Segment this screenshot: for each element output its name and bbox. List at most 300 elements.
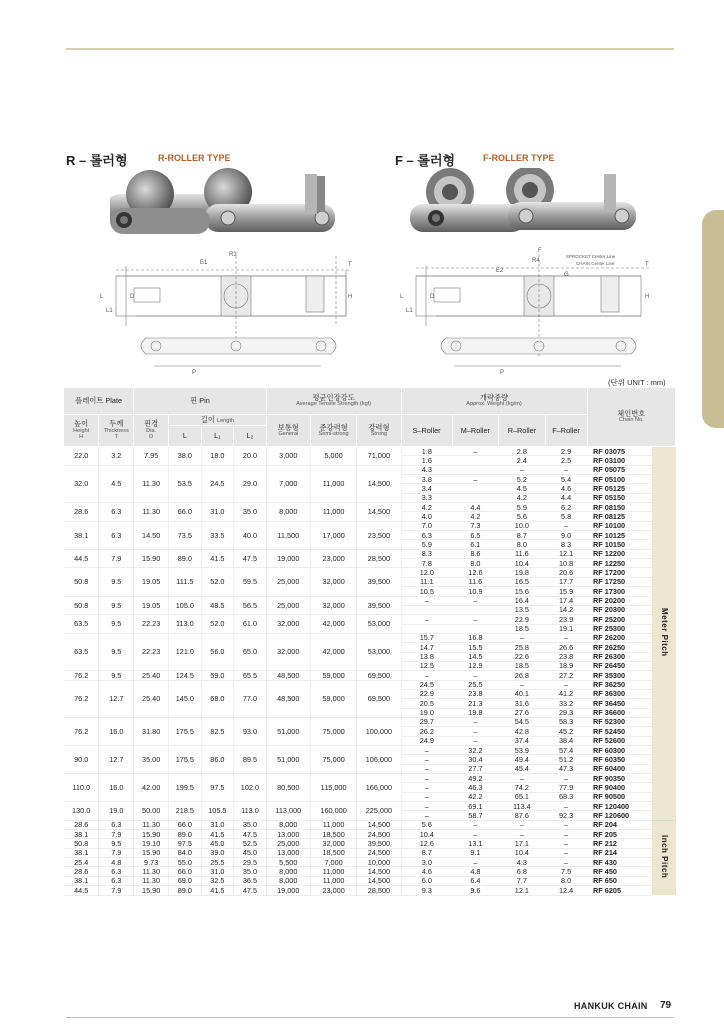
weight-cell (452, 456, 498, 465)
dim-cell: 16.0 (99, 774, 134, 802)
chain-no-cell: RF 25200 (587, 615, 652, 624)
chain-no-cell: RF 20200 (587, 596, 652, 605)
weight-cell: 7.3 (452, 521, 498, 530)
chain-no-cell: RF 10100 (587, 521, 652, 530)
dim-cell: 32,000 (266, 633, 310, 670)
weight-cell: 54.5 (499, 717, 545, 726)
table-row (64, 615, 676, 624)
dim-cell: 19.0 (99, 802, 134, 821)
th-l2: L₂ (234, 426, 267, 447)
weight-cell: 8.0 (499, 540, 545, 549)
unit-label: (단위 UNIT : mm) (608, 378, 666, 387)
chain-no-cell: RF 204 (587, 820, 652, 829)
chain-no-cell: RF 52600 (587, 736, 652, 745)
dim-cell: 25,000 (266, 596, 310, 615)
dim-cell: 6.3 (99, 503, 134, 522)
label-g: G (564, 272, 569, 278)
weight-cell: 18.9 (545, 661, 587, 670)
chain-no-cell: RF 60300 (587, 746, 652, 755)
dim-cell: 5,000 (310, 447, 356, 466)
label-t-f: T (645, 262, 649, 268)
chain-no-cell: RF 52450 (587, 727, 652, 736)
weight-cell: 17.4 (545, 596, 587, 605)
weight-cell: 6.2 (545, 503, 587, 512)
weight-cell: 5.9 (499, 503, 545, 512)
weight-cell: – (499, 680, 545, 689)
dim-cell: 89.0 (169, 830, 202, 839)
dim-cell: 199.5 (169, 774, 202, 802)
dim-cell: 14,500 (357, 465, 401, 502)
weight-cell: 22.9 (401, 689, 452, 698)
dim-cell: 9.5 (99, 615, 134, 634)
dim-cell: 105.0 (169, 596, 202, 615)
weight-cell: – (452, 820, 498, 829)
dim-cell: 20.0 (234, 447, 267, 466)
weight-cell: 4.2 (452, 512, 498, 521)
weight-cell: 22.9 (499, 615, 545, 624)
dim-cell: 12.7 (99, 746, 134, 774)
dim-cell: 39.0 (201, 848, 234, 857)
chain-no-cell: RF 90400 (587, 783, 652, 792)
dim-cell: 15.90 (134, 848, 169, 857)
dim-cell: 31.0 (201, 503, 234, 522)
table-row (64, 802, 676, 811)
dim-cell: 10,000 (357, 858, 401, 867)
dim-cell: 7.9 (99, 848, 134, 857)
weight-cell: 24.5 (401, 680, 452, 689)
dim-cell: 41.5 (201, 886, 234, 895)
dim-cell: 69.0 (169, 876, 202, 885)
dim-cell: 9.5 (99, 671, 134, 680)
dim-cell: 39,500 (357, 596, 401, 615)
chain-no-cell: RF 05150 (587, 493, 652, 502)
weight-cell: 5.4 (545, 475, 587, 484)
r-roller-drawing (96, 246, 356, 376)
label-d-f: D (430, 294, 435, 300)
label-l: L (100, 294, 104, 300)
r-roller-chain-photo (110, 168, 350, 242)
dim-cell: 86.0 (201, 746, 234, 774)
th-froller: F–Roller (545, 415, 587, 447)
dim-cell: 65.0 (234, 633, 267, 670)
weight-cell: 45.2 (545, 727, 587, 736)
dim-cell: 15.90 (134, 549, 169, 568)
f-roller-chain-photo (408, 168, 648, 242)
weight-cell: 19.8 (499, 568, 545, 577)
weight-cell: 27.2 (545, 671, 587, 680)
dim-cell: 68.0 (201, 680, 234, 717)
weight-cell: 113.4 (499, 802, 545, 811)
weight-cell: 6.4 (452, 876, 498, 885)
inch-pitch-label: Inch Pitch (652, 820, 675, 895)
weight-cell: 29.3 (545, 708, 587, 717)
weight-cell: 7.7 (499, 876, 545, 885)
top-rule (66, 48, 674, 50)
th-general: 보통형 General (266, 415, 310, 447)
weight-cell: – (545, 774, 587, 783)
dim-cell: 22.23 (134, 633, 169, 670)
dim-cell: 28.6 (64, 503, 99, 522)
weight-cell: – (401, 783, 452, 792)
weight-cell: 8.7 (401, 848, 452, 857)
chain-no-cell: RF 120400 (587, 802, 652, 811)
weight-cell: – (545, 802, 587, 811)
dim-cell: 22.0 (64, 447, 99, 466)
weight-cell: 14.7 (401, 643, 452, 652)
dim-cell: 31.0 (201, 867, 234, 876)
dim-cell: 38.1 (64, 876, 99, 885)
table-row (64, 503, 676, 512)
weight-cell: – (401, 764, 452, 773)
dim-cell: 90.0 (64, 746, 99, 774)
weight-cell: 22.6 (499, 652, 545, 661)
weight-cell: – (545, 633, 587, 642)
table-row (64, 820, 676, 829)
dim-cell: 8,000 (266, 867, 310, 876)
dim-cell: 59,000 (310, 680, 356, 717)
dim-cell: 77.0 (234, 680, 267, 717)
table-row (64, 774, 676, 783)
weight-cell: 10.4 (499, 559, 545, 568)
dim-cell: 32,000 (266, 615, 310, 634)
dim-cell: 55.0 (169, 858, 202, 867)
dim-cell: 89.0 (169, 549, 202, 568)
dim-cell: 84.0 (169, 848, 202, 857)
weight-cell: 23.8 (545, 652, 587, 661)
dim-cell: 23,500 (357, 521, 401, 549)
weight-cell: 23.9 (545, 615, 587, 624)
dim-cell: 19.05 (134, 568, 169, 596)
weight-cell: 58.7 (452, 811, 498, 820)
dim-cell: 5,500 (266, 858, 310, 867)
dim-cell: 7,000 (310, 858, 356, 867)
weight-cell: 18.5 (499, 624, 545, 633)
chain-no-cell: RF 6205 (587, 886, 652, 895)
table-row (64, 633, 676, 642)
chain-no-cell: RF 03075 (587, 447, 652, 456)
weight-cell: 12.6 (452, 568, 498, 577)
dim-cell: 225,000 (357, 802, 401, 821)
meter-pitch-label: Meter Pitch (652, 447, 675, 821)
weight-cell: – (545, 521, 587, 530)
dim-cell: 69,500 (357, 671, 401, 680)
dim-cell: 80,500 (266, 774, 310, 802)
weight-cell: – (401, 746, 452, 755)
weight-cell: 13.5 (499, 605, 545, 614)
weight-cell: – (452, 830, 498, 839)
dim-cell: 15.90 (134, 830, 169, 839)
weight-cell (452, 605, 498, 614)
dim-cell: 38.1 (64, 848, 99, 857)
dim-cell: 32,000 (310, 596, 356, 615)
dim-cell: 23,000 (310, 886, 356, 895)
weight-cell: 4.2 (401, 503, 452, 512)
dim-cell: 53.5 (169, 465, 202, 502)
dim-cell: 18.0 (201, 447, 234, 466)
footer-rule (66, 1017, 674, 1018)
dim-cell: 82.5 (201, 717, 234, 745)
chain-no-cell: RF 120600 (587, 811, 652, 820)
weight-cell: 23.8 (452, 689, 498, 698)
label-l1: L1 (106, 308, 113, 314)
dim-cell: 11,000 (310, 503, 356, 522)
dim-cell: 42,000 (310, 615, 356, 634)
dim-cell: 41.5 (201, 830, 234, 839)
weight-cell: – (401, 802, 452, 811)
dim-cell: 35.0 (234, 820, 267, 829)
weight-cell: 11.6 (452, 577, 498, 586)
weight-cell: 51.2 (545, 755, 587, 764)
dim-cell: 76.2 (64, 680, 99, 717)
weight-cell: 74.2 (499, 783, 545, 792)
table-row (64, 886, 676, 895)
weight-cell (452, 465, 498, 474)
weight-cell: – (452, 671, 498, 680)
weight-cell: 27.6 (499, 708, 545, 717)
weight-cell: 16.4 (499, 596, 545, 605)
chain-no-cell: RF 450 (587, 867, 652, 876)
weight-cell: 26.8 (499, 671, 545, 680)
dim-cell: 28.6 (64, 820, 99, 829)
label-l-f: L (400, 294, 404, 300)
weight-cell: 8.0 (545, 876, 587, 885)
weight-cell: 10.4 (499, 848, 545, 857)
weight-cell: 8.3 (545, 540, 587, 549)
weight-cell: 1.6 (401, 456, 452, 465)
weight-cell: – (401, 596, 452, 605)
f-roller-subtitle: F-ROLLER TYPE (483, 153, 555, 163)
dim-cell: 35.0 (234, 503, 267, 522)
dim-cell: 124.5 (169, 671, 202, 680)
dim-cell: 11.30 (134, 465, 169, 502)
dim-cell: 11,000 (310, 867, 356, 876)
weight-cell: 18.5 (499, 661, 545, 670)
weight-cell: 21.3 (452, 699, 498, 708)
dim-cell: 113.0 (234, 802, 267, 821)
dim-cell: 32,000 (310, 839, 356, 848)
th-mroller: M–Roller (452, 415, 498, 447)
dim-cell: 32,000 (310, 568, 356, 596)
chain-no-cell: RF 36300 (587, 689, 652, 698)
dim-cell: 7.95 (134, 447, 169, 466)
dim-cell: 25,000 (266, 839, 310, 848)
weight-cell: 42.8 (499, 727, 545, 736)
table-row (64, 830, 676, 839)
dim-cell: 6.3 (99, 867, 134, 876)
chain-no-cell: RF 17250 (587, 577, 652, 586)
dim-cell: 14,500 (357, 503, 401, 522)
dim-cell: 48,500 (266, 671, 310, 680)
dim-cell: 11,000 (310, 876, 356, 885)
weight-cell: 26.2 (401, 727, 452, 736)
dim-cell: 7,000 (266, 465, 310, 502)
dim-cell: 11.30 (134, 876, 169, 885)
weight-cell: 4.3 (401, 465, 452, 474)
chain-no-cell: RF 650 (587, 876, 652, 885)
dim-cell: 14.50 (134, 521, 169, 549)
dim-cell: 56.0 (201, 633, 234, 670)
dim-cell: 76.2 (64, 671, 99, 680)
chain-no-cell: RF 25300 (587, 624, 652, 633)
weight-cell: 7.0 (401, 521, 452, 530)
dim-cell: 12.7 (99, 680, 134, 717)
dim-cell: 6.3 (99, 876, 134, 885)
weight-cell: 12.6 (401, 839, 452, 848)
chain-no-cell: RF 05125 (587, 484, 652, 493)
weight-cell: – (499, 633, 545, 642)
dim-cell: 33.5 (201, 521, 234, 549)
th-strong: 강력형 Strong (357, 415, 401, 447)
label-p-f: P (500, 370, 505, 376)
weight-cell: 49.4 (499, 755, 545, 764)
dim-cell: 106,000 (357, 746, 401, 774)
weight-cell: 33.2 (545, 699, 587, 708)
dim-cell: 51,000 (266, 717, 310, 745)
weight-cell: 25.5 (452, 680, 498, 689)
dim-cell: 56.5 (234, 596, 267, 615)
weight-cell: – (401, 774, 452, 783)
label-f: F (538, 248, 542, 254)
weight-cell: 20.6 (545, 568, 587, 577)
dim-cell: 29.5 (234, 858, 267, 867)
th-tensile: 평균인장강도 Average Tensile Strength (kgf) (266, 388, 401, 415)
dim-cell: 25.40 (134, 671, 169, 680)
dim-cell: 105.5 (201, 802, 234, 821)
weight-cell: 12.0 (401, 568, 452, 577)
weight-cell: 3.0 (401, 858, 452, 867)
dim-cell: 4.8 (99, 858, 134, 867)
chain-no-cell: RF 35300 (587, 671, 652, 680)
weight-cell: 4.5 (499, 484, 545, 493)
th-dia: 핀경 Dia. D (134, 415, 169, 447)
spec-body (64, 447, 676, 896)
dim-cell: 66.0 (169, 503, 202, 522)
dim-cell: 53,000 (357, 615, 401, 634)
dim-cell: 160,000 (310, 802, 356, 821)
weight-cell: 8.3 (401, 549, 452, 558)
weight-cell: – (452, 475, 498, 484)
dim-cell: 18,500 (310, 830, 356, 839)
dim-cell: 44.5 (64, 886, 99, 895)
weight-cell: 14.5 (452, 652, 498, 661)
weight-cell: – (545, 830, 587, 839)
weight-cell: – (545, 680, 587, 689)
chain-no-cell: RF 20300 (587, 605, 652, 614)
dim-cell: 11.30 (134, 867, 169, 876)
weight-cell: – (499, 774, 545, 783)
weight-cell: 25.8 (499, 643, 545, 652)
weight-cell (401, 605, 452, 614)
dim-cell: 42.00 (134, 774, 169, 802)
weight-cell: 8.0 (452, 559, 498, 568)
dim-cell: 11,000 (310, 820, 356, 829)
weight-cell: – (452, 736, 498, 745)
weight-cell: 4.8 (452, 867, 498, 876)
dim-cell: 36.5 (234, 876, 267, 885)
chain-no-cell: RF 03100 (587, 456, 652, 465)
weight-cell: 30.4 (452, 755, 498, 764)
weight-cell: 9.3 (401, 886, 452, 895)
dim-cell: 111.5 (169, 568, 202, 596)
dim-cell: 19.05 (134, 596, 169, 615)
weight-cell (452, 484, 498, 493)
dim-cell: 75,000 (310, 746, 356, 774)
weight-cell: 47.3 (545, 764, 587, 773)
weight-cell: 41.2 (545, 689, 587, 698)
chain-no-cell: RF 205 (587, 830, 652, 839)
table-row (64, 465, 676, 474)
dim-cell: 14,500 (357, 820, 401, 829)
weight-cell: 8.7 (499, 531, 545, 540)
dim-cell: 7.9 (99, 886, 134, 895)
weight-cell: 12.1 (499, 886, 545, 895)
weight-cell: – (452, 858, 498, 867)
dim-cell: 51,000 (266, 746, 310, 774)
weight-cell: 12.1 (545, 549, 587, 558)
dim-cell: 11.30 (134, 820, 169, 829)
dim-cell: 175.5 (169, 746, 202, 774)
dim-cell: 31.0 (201, 820, 234, 829)
dim-cell: 48.5 (201, 596, 234, 615)
dim-cell: 9.73 (134, 858, 169, 867)
dim-cell: 9.5 (99, 839, 134, 848)
label-l1-f: L1 (406, 308, 413, 314)
chain-no-cell: RF 214 (587, 848, 652, 857)
chain-no-cell: RF 26450 (587, 661, 652, 670)
weight-cell: 12.4 (545, 886, 587, 895)
dim-cell: 22.23 (134, 615, 169, 634)
dim-cell: 45.0 (201, 839, 234, 848)
weight-cell: 9.1 (452, 848, 498, 857)
dim-cell: 66.0 (169, 867, 202, 876)
f-roller-title: F – 롤러형 (395, 153, 456, 168)
label-d: D (130, 294, 135, 300)
chain-no-cell: RF 90350 (587, 774, 652, 783)
weight-cell: 16.5 (499, 577, 545, 586)
chain-no-cell: RF 60350 (587, 755, 652, 764)
dim-cell: 35.00 (134, 746, 169, 774)
weight-cell: – (452, 615, 498, 624)
dim-cell: 97.5 (201, 774, 234, 802)
weight-cell: – (545, 839, 587, 848)
th-plate: 플레이트 Plate (64, 388, 134, 415)
weight-cell: 2.8 (499, 447, 545, 456)
dim-cell: 75,000 (310, 717, 356, 745)
table-row (64, 568, 676, 577)
dim-cell: 52.0 (201, 615, 234, 634)
weight-cell: 6.5 (452, 531, 498, 540)
weight-cell: 2.4 (499, 456, 545, 465)
dim-cell: 59.0 (201, 671, 234, 680)
weight-cell: – (401, 755, 452, 764)
chain-no-cell: RF 12200 (587, 549, 652, 558)
weight-cell: 3.8 (401, 475, 452, 484)
weight-cell: 46.3 (452, 783, 498, 792)
dim-cell: 89.0 (169, 886, 202, 895)
weight-cell: 8.6 (452, 549, 498, 558)
chain-no-cell: RF 26300 (587, 652, 652, 661)
chain-no-cell: RF 08150 (587, 503, 652, 512)
weight-cell: 4.6 (401, 867, 452, 876)
dim-cell: 3.2 (99, 447, 134, 466)
dim-cell: 16.0 (99, 717, 134, 745)
dim-cell: 39,500 (357, 568, 401, 596)
chain-no-cell: RF 36450 (587, 699, 652, 708)
weight-cell: 3.3 (401, 493, 452, 502)
weight-cell: 4.6 (545, 484, 587, 493)
weight-cell: 5.2 (499, 475, 545, 484)
label-chain-line: CHAIN Center Line (576, 261, 615, 266)
